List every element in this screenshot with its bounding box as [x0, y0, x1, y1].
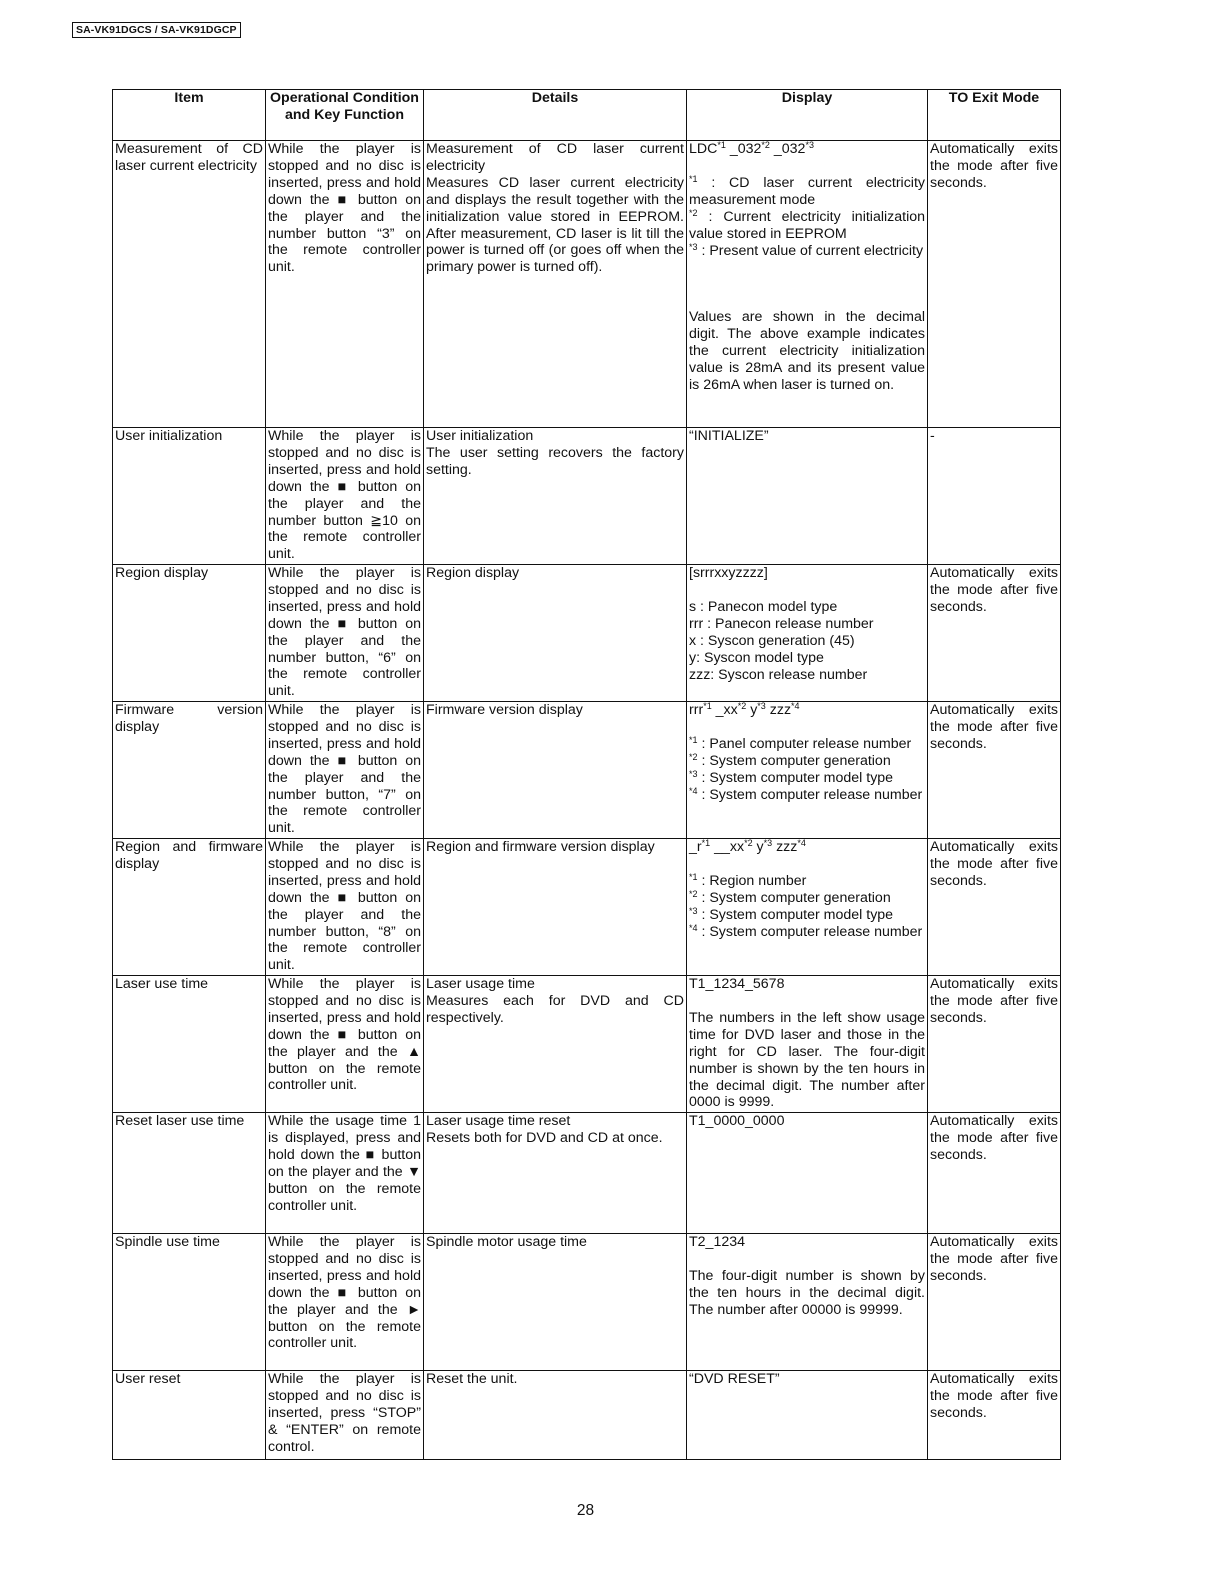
display-code: “INITIALIZE”: [689, 428, 769, 444]
table-row: [113, 1113, 1061, 1234]
display-explanation: The four-digit number is shown by the ten hours in the decimal digit. The number after 00000 is 99999.: [689, 1267, 925, 1318]
display-note: $^{*1}$ : CD laser current electricity measurement mode: [689, 173, 925, 208]
item-cell: Spindle use time: [113, 1234, 266, 1371]
condition-cell: While the player is stopped and no disc is inserted, press and hold down the ■ button on the player and the number button, “8” on the remote controller unit.: [266, 839, 424, 976]
condition-cell: While the usage time 1 is displayed, press and hold down the ■ button on the player and the ▼ button on the remote controller unit.: [266, 1113, 424, 1234]
display-cell: [687, 428, 928, 565]
column-header-exit: TO Exit Mode: [928, 90, 1061, 141]
display-cell: [687, 702, 928, 839]
exit-mode-cell: Automatically exits the mode after five seconds.: [928, 702, 1061, 839]
exit-mode-cell: Automatically exits the mode after five seconds.: [928, 839, 1061, 976]
table-row: [113, 839, 1061, 976]
details-cell: Region and firmware version display: [424, 839, 687, 976]
display-code: T1_0000_0000: [689, 1113, 785, 1129]
service-mode-table: [112, 89, 1061, 1460]
table-row: [113, 428, 1061, 565]
display-cell: [687, 839, 928, 976]
display-explanation: Values are shown in the decimal digit. The above example indicates the current electricity initialization value is 28mA and its present value is 26mA when laser is turned on.: [689, 309, 925, 394]
display-cell: [687, 1113, 928, 1234]
display-note: x : Syscon generation (45): [689, 632, 855, 649]
condition-cell: While the player is stopped and no disc is inserted, press and hold down the ■ button on the player and the ► button on the remote controller unit.: [266, 1234, 424, 1371]
table-row: [113, 1234, 1061, 1371]
column-header-item: Item: [113, 90, 266, 141]
table-row: [113, 702, 1061, 839]
details-cell: Firmware version display: [424, 702, 687, 839]
table-row: [113, 565, 1061, 702]
display-code: T2_1234: [689, 1234, 746, 1250]
display-code: [srrrxxyzzzz]: [689, 565, 768, 581]
exit-mode-cell: Automatically exits the mode after five seconds.: [928, 1113, 1061, 1234]
display-note: zzz: Syscon release number: [689, 666, 868, 683]
exit-mode-cell: Automatically exits the mode after five seconds.: [928, 141, 1061, 428]
display-note: $^{*3}$ : Present value of current electricity: [689, 241, 924, 259]
column-header-display: Display: [687, 90, 928, 141]
details-cell: User initialization The user setting recovers the factory setting.: [424, 428, 687, 565]
display-cell: [687, 976, 928, 1113]
display-code: T1_1234_5678: [689, 976, 785, 992]
condition-cell: While the player is stopped and no disc is inserted, press and hold down the ■ button on the player and the ▲ button on the remote controller unit.: [266, 976, 424, 1113]
display-note: $^{*2}$ : Current electricity initialization value stored in EEPROM: [689, 207, 925, 242]
item-cell: Reset laser use time: [113, 1113, 266, 1234]
display-note: $^{*2}$ : System computer generation: [689, 888, 891, 906]
display-note: $^{*1}$ : Region number: [689, 871, 807, 889]
exit-mode-cell: Automatically exits the mode after five seconds.: [928, 1371, 1061, 1460]
condition-cell: While the player is stopped and no disc is inserted, press and hold down the ■ button on the player and the number button, “6” on the remote controller unit.: [266, 565, 424, 702]
display-cell: [687, 565, 928, 702]
details-cell: Region display: [424, 565, 687, 702]
item-cell: Laser use time: [113, 976, 266, 1113]
display-note: $^{*1}$ : Panel computer release number: [689, 734, 912, 752]
display-note: y: Syscon model type: [689, 649, 824, 666]
display-cell: [687, 1234, 928, 1371]
table-row: [113, 976, 1061, 1113]
table-row: [113, 1371, 1061, 1460]
details-cell: Spindle motor usage time: [424, 1234, 687, 1371]
exit-mode-cell: Automatically exits the mode after five seconds.: [928, 565, 1061, 702]
exit-mode-cell: -: [928, 428, 1061, 565]
item-cell: Measurement of CD laser current electricity: [113, 141, 266, 428]
model-label: SA-VK91DGCS / SA-VK91DGCP: [72, 22, 241, 38]
item-cell: User reset: [113, 1371, 266, 1460]
condition-cell: While the player is stopped and no disc is inserted, press and hold down the ■ button on the player and the number button, “7” on the remote controller unit.: [266, 702, 424, 839]
condition-cell: While the player is stopped and no disc is inserted, press and hold down the ■ button on the player and the number button “3” on the remote controller unit.: [266, 141, 424, 428]
display-note: s : Panecon model type: [689, 598, 838, 615]
table-header-row: [113, 90, 1061, 141]
display-note: $^{*2}$ : System computer generation: [689, 751, 891, 769]
details-cell: Laser usage time reset Resets both for DVD and CD at once.: [424, 1113, 687, 1234]
display-code: $\_r^{*1}$ $\_\_xx^{*2}$ $y^{*3}$ zzz$^{*4}$: [689, 838, 806, 855]
exit-mode-cell: Automatically exits the mode after five seconds.: [928, 1234, 1061, 1371]
item-cell: Firmware version display: [113, 702, 266, 839]
page-number: 28: [576, 1502, 595, 1519]
item-cell: Region and firmware display: [113, 839, 266, 976]
display-note: $^{*3}$ : System computer model type: [689, 768, 894, 786]
display-code: LDC$^{*1}$ _032$^{*2}$ _032$^{*3}$: [689, 140, 814, 157]
column-header-details: Details: [424, 90, 687, 141]
display-code: “DVD RESET”: [689, 1371, 780, 1387]
display-explanation: The numbers in the left show usage time for DVD laser and those in the right for CD laser. The four-digit number is shown by the ten hours in the decimal digit. The number after 0000 is 9999.: [689, 1009, 925, 1111]
item-cell: User initialization: [113, 428, 266, 565]
display-cell: [687, 1371, 928, 1460]
column-header-condition: Operational Condition and Key Function: [266, 90, 424, 141]
display-note: $^{*4}$ : System computer release number: [689, 922, 923, 940]
display-code: rrr$^{*1}$ $\_xx^{*2}$ $y^{*3}$ zzz$^{*4}$: [689, 701, 800, 718]
display-note: $^{*4}$ : System computer release number: [689, 785, 923, 803]
table-row: [113, 141, 1061, 428]
details-cell: Measurement of CD laser current electricity Measures CD laser current electricity and displays the result together with the initialization value stored in EEPROM. After measurement, CD laser is lit till the power is turned off (or goes off when the primary power is turned off).: [424, 141, 687, 428]
details-cell: Laser usage time Measures each for DVD and CD respectively.: [424, 976, 687, 1113]
item-cell: Region display: [113, 565, 266, 702]
display-note: $^{*3}$ : System computer model type: [689, 905, 894, 923]
display-note: rrr : Panecon release number: [689, 615, 874, 632]
condition-cell: While the player is stopped and no disc is inserted, press and hold down the ■ button on the player and the number button ≧10 on the remote controller unit.: [266, 428, 424, 565]
details-cell: Reset the unit.: [424, 1371, 687, 1460]
condition-cell: While the player is stopped and no disc is inserted, press “STOP” & “ENTER” on remote control.: [266, 1371, 424, 1460]
display-cell: [687, 141, 928, 428]
exit-mode-cell: Automatically exits the mode after five seconds.: [928, 976, 1061, 1113]
